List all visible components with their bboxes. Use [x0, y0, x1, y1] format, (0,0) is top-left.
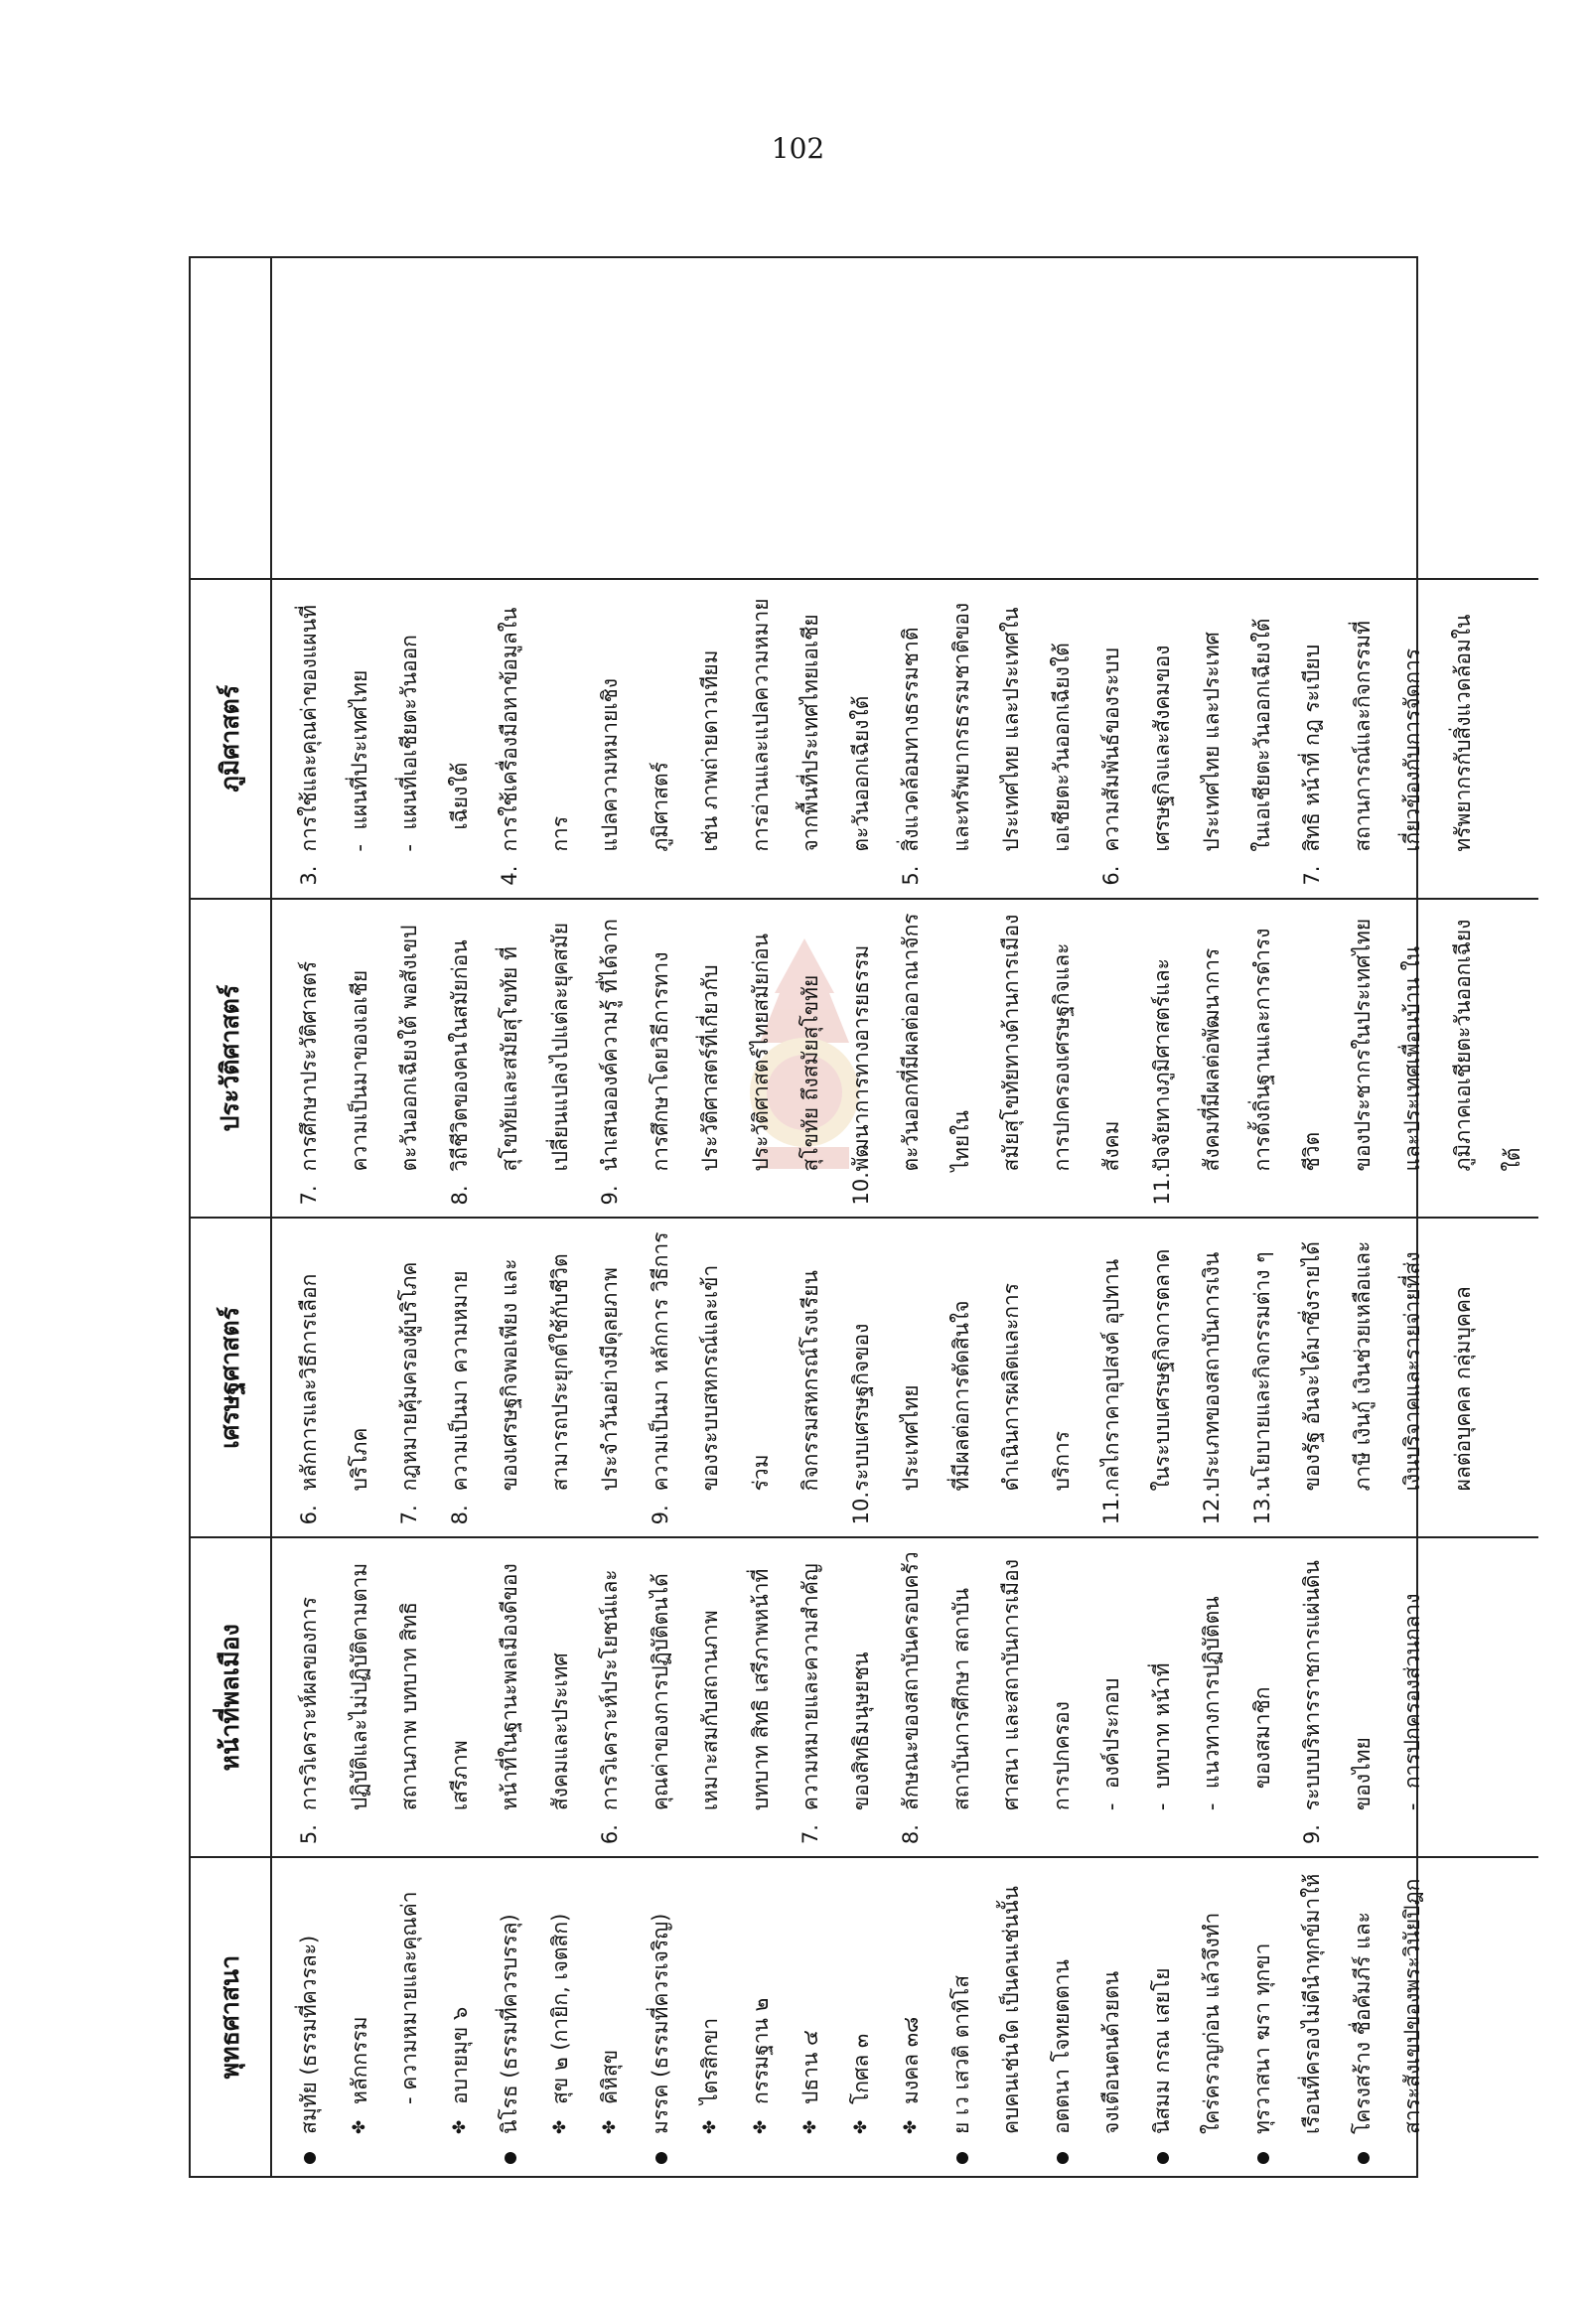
list-item: สถาบันการศึกษา สถาบัน: [948, 1588, 973, 1811]
list-item: สุโขทัย ถึงสมัยสุโขทัย: [798, 974, 822, 1172]
list-item: กิจกรรมสหกรณ์โรงเรียน: [798, 1270, 822, 1492]
header-history: ประวัติศาสตร์: [191, 898, 272, 1218]
column-geography: [272, 578, 1538, 898]
list-item: 3. การใช้และคุณค่าของแผนที่: [297, 605, 321, 886]
list-item: สังคมที่มีผลต่อพัฒนาการ: [1200, 947, 1224, 1172]
page-number: 102: [771, 132, 825, 165]
list-item: ประเทศไทย และประเทศ: [1200, 632, 1224, 852]
list-item: 7. กฎหมายคุ้มครองผู้บริโภค: [397, 1261, 421, 1525]
list-item: สถานการณ์และกิจกรรมที่: [1350, 621, 1375, 852]
list-item: ตะวันออกเฉียงใต้ พอสังเขป: [397, 925, 421, 1172]
list-item: ใคร่ครวญก่อน แล้วจึงทำ: [1200, 1912, 1224, 2134]
list-item: ของเศรษฐกิจพอเพียง และ: [498, 1258, 521, 1492]
list-item: ✤ อบายมุข ๖: [447, 2006, 472, 2134]
list-item: 8. วิถีชีวิตของคนในสมัยก่อน: [447, 939, 472, 1206]
list-item: การศึกษาโดยวิธีการทาง: [648, 951, 672, 1172]
list-item: อตตนา โจทยตตาน: [1037, 1870, 1088, 2164]
list-item: 7. สิทธิ หน้าที่ กฎ ระเบียบ: [1300, 644, 1324, 886]
list-item: ของประชากรในประเทศไทย: [1350, 918, 1375, 1172]
list-item: ประวัติศาสตร์ที่เกี่ยวกับ: [698, 964, 722, 1172]
list-item: ประเทศไทย และประเทศใน: [999, 607, 1023, 852]
list-item: ตะวันออกที่มีผลต่ออาณาจักรไทยใน: [899, 913, 973, 1172]
list-item: การปกครองเศรษฐกิจและ: [1049, 942, 1074, 1172]
list-item: 10. ระบบเศรษฐกิจของประเทศไทย: [848, 1323, 923, 1525]
list-item: ประวัติศาสตร์ไทยสมัยก่อน: [748, 933, 773, 1172]
header-economics: เศรษฐศาสตร์: [191, 1218, 272, 1537]
list-item: ภูมิภาคเอเชียตะวันออกเฉียงใต้: [1450, 919, 1524, 1172]
list-item: - องค์ประกอบ: [1099, 1677, 1123, 1811]
list-item: 7. การศึกษาประวัติศาสตร์: [297, 960, 321, 1206]
list-item: ทุรวาสนา ฆรา ทุกขา: [1237, 1870, 1288, 2164]
list-item: เหมาะสมกับสถานภาพ: [698, 1610, 722, 1811]
list-item: ของสมาชิก: [1249, 1686, 1274, 1790]
list-item: แปลความหมายเชิงภูมิศาสตร์: [598, 677, 672, 852]
list-item: ของระบบสหกรณ์และเข้าร่วม: [698, 1264, 773, 1492]
list-item: ความเป็นมาของเอเชีย: [347, 969, 371, 1172]
list-item: สมัยสุโขทัยทางด้านการเมือง: [999, 914, 1023, 1172]
header-blank: [191, 258, 272, 578]
list-item: 6. หลักการและวิธีการเลือก: [297, 1273, 321, 1525]
list-item: การตั้งถิ่นฐานและการดำรงชีวิต: [1249, 928, 1324, 1172]
list-item: เอเชียตะวันออกเฉียงใต้: [1049, 643, 1074, 852]
list-item: 12. ประเภทของสถาบันการเงิน: [1200, 1251, 1224, 1525]
header-buddhism: พุทธศาสนา: [191, 1856, 272, 2176]
list-item: ทรัพยากรกับสิ่งแวดล้อมใน: [1450, 614, 1475, 852]
list-item: และประเทศเพื่อนบ้าน ใน: [1400, 945, 1424, 1172]
list-item: ในระบบเศรษฐกิจการตลาด: [1149, 1248, 1174, 1492]
list-item: เปลี่ยนแปลงไปแต่ละยุคสมัย: [547, 922, 572, 1172]
list-item: สาระสังเขปของพระวินัยปิฎก: [1400, 1878, 1424, 2134]
list-item: สมุทัย (ธรรมที่ควรละ): [284, 1870, 335, 2164]
list-item: ตะวันออกเฉียงใต้: [848, 695, 873, 852]
list-item: คบคนเช่นใด เป็นคนเช่นนั้น: [999, 1886, 1023, 2134]
list-item: 13. นโยบายและกิจกรรมต่าง ๆ: [1249, 1251, 1274, 1525]
list-item: คุณค่าของการปฏิบัติตนได้: [648, 1573, 672, 1811]
list-item: - แนวทางการปฏิบัติตน: [1200, 1596, 1224, 1811]
list-item: 11. กลไกราคาอุปสงค์ อุปทาน: [1099, 1258, 1123, 1525]
list-item: สังคมและประเทศ: [547, 1653, 572, 1811]
list-item: สามารถประยุกต์ใช้กับชีวิต: [547, 1253, 572, 1492]
list-item: 9. นำเสนอองค์ความรู้ ที่ได้จาก: [598, 919, 622, 1206]
list-item: ศาสนา และสถาบันการเมือง: [999, 1559, 1023, 1811]
list-item: ดำเนินการผลิตและการบริการ: [999, 1282, 1074, 1492]
list-item: สังคม: [1099, 1120, 1123, 1172]
list-item: 11. ปัจจัยทางภูมิศาสตร์และ: [1149, 958, 1174, 1206]
list-item: ✤ สุข ๒ (กายิก, เจตสิก): [547, 1913, 572, 2134]
list-item: ภาษี เงินกู้ เงินช่วยเหลือและ: [1350, 1240, 1375, 1492]
list-item: บริโภค: [347, 1427, 371, 1492]
list-item: ประจำวันอย่างมีดุลยภาพ: [598, 1267, 622, 1492]
list-item: 8. ลักษณะของสถาบันครอบครัว: [899, 1551, 923, 1845]
list-item: 6. การวิเคราะห์ประโยชน์และ: [598, 1569, 622, 1845]
curriculum-table: [189, 256, 1524, 2178]
list-item: ในเอเชียตะวันออกเฉียงใต้: [1249, 618, 1274, 852]
list-item: จากพื้นที่ประเทศไทยเอเชีย: [798, 614, 822, 852]
list-item: จงเตือนตนด้วยตน: [1099, 1970, 1123, 2134]
list-item: 8. ความเป็นมา ความหมาย: [447, 1270, 472, 1525]
list-item: นิโรธ (ธรรมที่ควรบรรลุ): [485, 1870, 535, 2164]
list-item: ย เว เสวติ ตาทิโส: [937, 1870, 987, 2164]
list-item: 5. การวิเคราะห์ผลของการ: [297, 1596, 321, 1845]
list-item: บทบาท สิทธิ เสรีภาพหน้าที่: [748, 1568, 773, 1811]
list-item: ของไทย: [1350, 1737, 1375, 1811]
column-economics: [272, 1218, 1538, 1537]
list-item: เศรษฐกิจและสังคมของ: [1149, 645, 1174, 852]
list-item: โครงสร้าง ชื่อคัมภีร์ และ: [1338, 1870, 1388, 2164]
list-item: ✤ กรรมฐาน ๒: [748, 1997, 773, 2134]
list-item: 10. พัฒนาการทางอารยธรรม: [848, 944, 873, 1206]
list-item: ✤ หลักกรรม: [347, 2016, 371, 2134]
list-item: - ความหมายและคุณค่า: [397, 1891, 421, 2104]
list-item: 5. สิ่งแวดล้อมทางธรรมชาติ: [899, 627, 923, 886]
list-item: และทรัพยากรธรรมชาติของ: [948, 602, 973, 852]
list-item: หน้าที่ในฐานะพลเมืองดีของ: [498, 1563, 521, 1811]
list-item: ✤ ปธาน ๔: [798, 2030, 822, 2134]
list-item: มรรค (ธรรมที่ควรเจริญ): [636, 1870, 686, 2164]
list-item: การอ่านและแปลความหมาย: [748, 598, 773, 852]
column-buddhism: [272, 1856, 1538, 2176]
header-civics: หน้าที่พลเมือง: [191, 1536, 272, 1856]
list-item: เช่น ภาพถ่ายดาวเทียม: [698, 649, 722, 852]
list-item: - แผนที่ประเทศไทย: [347, 669, 371, 852]
list-item: 4. การใช้เครื่องมือหาข้อมูลในการ: [498, 607, 572, 886]
list-item: ✤ โกศล ๓: [848, 2033, 873, 2134]
header-geography: ภูมิศาสตร์: [191, 578, 272, 898]
list-item: - การปกครองส่วนกลาง: [1400, 1593, 1424, 1811]
list-item: สถานภาพ บทบาท สิทธิเสรีภาพ: [397, 1602, 472, 1811]
list-item: เฉียงใต้: [447, 762, 472, 830]
list-item: ผลต่อบุคคล กลุ่มบุคคล: [1450, 1286, 1475, 1492]
list-item: ของสิทธิมนุษยชน: [848, 1652, 873, 1811]
list-item: 7. ความหมายและความสำคัญ: [798, 1563, 822, 1845]
list-item: ✤ คิหิสุข: [598, 2049, 622, 2134]
list-item: 9. ระบบบริหารราชการแผ่นดิน: [1300, 1560, 1324, 1845]
list-item: 9. ความเป็นมา หลักการ วิธีการ: [648, 1231, 672, 1525]
list-item: เงินบริจาคและรายจ่ายที่ส่ง: [1400, 1251, 1424, 1492]
list-item: สุโขทัยและสมัยสุโขทัย ที่: [498, 946, 521, 1172]
list-item: ✤ ไตรสิกขา: [698, 2017, 722, 2134]
column-civics: [272, 1536, 1538, 1856]
list-item: ของรัฐ อันจะได้มาซึ่งรายได้: [1300, 1241, 1324, 1492]
list-item: ที่มีผลต่อการตัดสินใจ: [948, 1300, 973, 1492]
list-item: - แผนที่เอเชียตะวันออก: [397, 635, 421, 852]
list-item: ปฏิบัติและไม่ปฏิบัติตามตาม: [347, 1562, 371, 1811]
column-history: [272, 898, 1538, 1218]
list-item: เรือนที่ครองไม่ดีนำทุกข์มาให้: [1300, 1873, 1324, 2134]
list-item: เกี่ยวข้องกับการจัดการ: [1400, 648, 1424, 852]
list-item: 6. ความสัมพันธ์ของระบบ: [1099, 648, 1123, 886]
list-item: นิสมม กรณ เสยโย: [1137, 1870, 1188, 2164]
list-item: ✤ มงคล ๓๘: [899, 2016, 923, 2134]
list-item: การปกครอง: [1049, 1701, 1074, 1811]
column-blank: [272, 258, 1538, 578]
list-item: - บทบาท หน้าที่: [1149, 1662, 1174, 1811]
